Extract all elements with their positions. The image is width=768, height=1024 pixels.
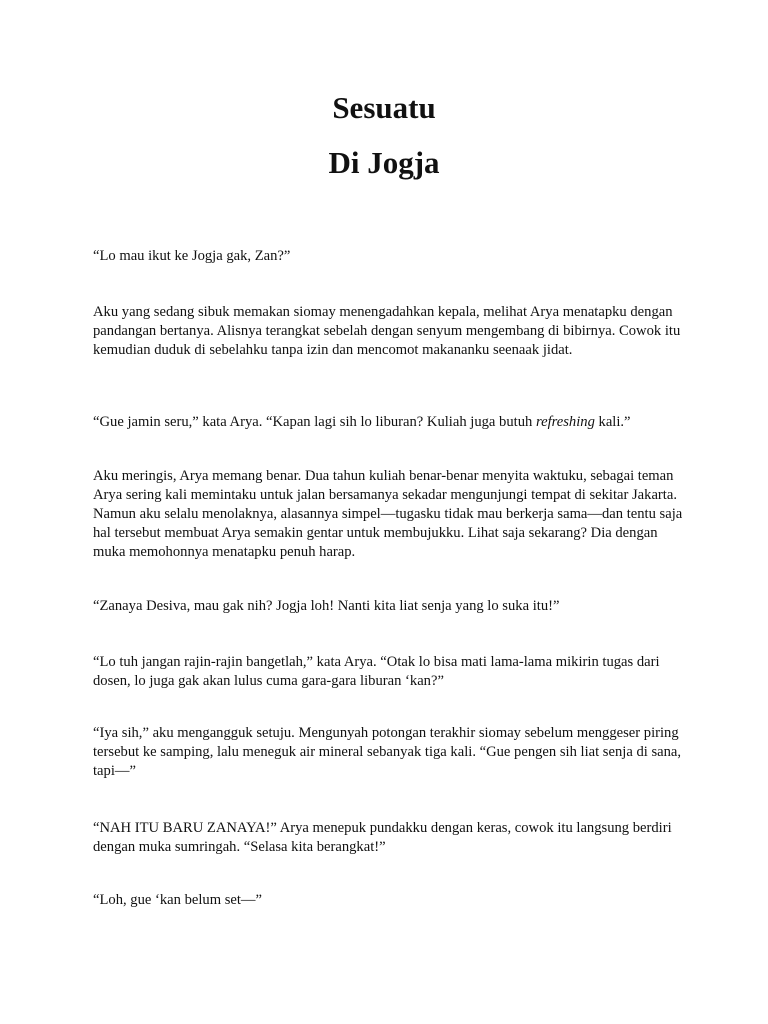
title-line-1: Sesuatu bbox=[332, 90, 436, 125]
paragraph-4: Aku meringis, Arya memang benar. Dua tahun kuliah benar-benar menyita waktuku, sebagai teman Arya sering kali memintaku untuk jalan bersamanya sekadar mengunjungi tempat di sekitar Jakarta. Namun aku selalu menolaknya, alasannya simpel—tugasku tidak mau berkerja sama—dan tentu saja hal tersebut membuat Arya semakin gentar untuk membujukku. Lihat saja sekarang? Dia dengan muka memohonnya menatapku penuh harap. bbox=[93, 468, 683, 560]
paragraph-1: “Lo mau ikut ke Jogja gak, Zan?” bbox=[93, 248, 291, 264]
paragraph-3-italic-word: refreshing bbox=[535, 414, 595, 430]
paragraph-7: “Iya sih,” aku mengangguk setuju. Mengunyah potongan terakhir siomay sebelum menggeser piring tersebut ke samping, lalu meneguk air mineral sebanyak tiga kali. “Gue pengen sih liat senja di sana, tapi—” bbox=[93, 725, 682, 779]
paragraph-3-text-end: kali.” bbox=[594, 414, 631, 430]
paragraph-3 bbox=[93, 413, 683, 432]
title-line-2: Di Jogja bbox=[328, 145, 440, 180]
paragraph-6: “Lo tuh jangan rajin-rajin bangetlah,” kata Arya. “Otak lo bisa mati lama-lama mikirin tugas dari dosen, lo juga gak akan lulus cuma gara-gara liburan ‘kan?” bbox=[93, 654, 660, 689]
paragraph-8: “NAH ITU BARU ZANAYA!” Arya menepuk pundakku dengan keras, cowok itu langsung berdiri dengan muka sumringah. “Selasa kita berangkat!” bbox=[93, 820, 672, 855]
paragraph-2: Aku yang sedang sibuk memakan siomay menengadahkan kepala, melihat Arya menatapku dengan pandangan bertanya. Alisnya terangkat sebelah dengan senyum mengembang di bibirnya. Cowok itu kemudian duduk di sebelahku tanpa izin dan mencomot makananku seenaak jidat. bbox=[93, 304, 681, 358]
paragraph-5: “Zanaya Desiva, mau gak nih? Jogja loh! Nanti kita liat senja yang lo suka itu!” bbox=[93, 598, 560, 614]
paragraph-3-text-start: “Gue jamin seru,” kata Arya. “Kapan lagi sih lo liburan? Kuliah juga butuh bbox=[93, 414, 536, 430]
paragraph-9: “Loh, gue ‘kan belum set—” bbox=[93, 892, 262, 908]
